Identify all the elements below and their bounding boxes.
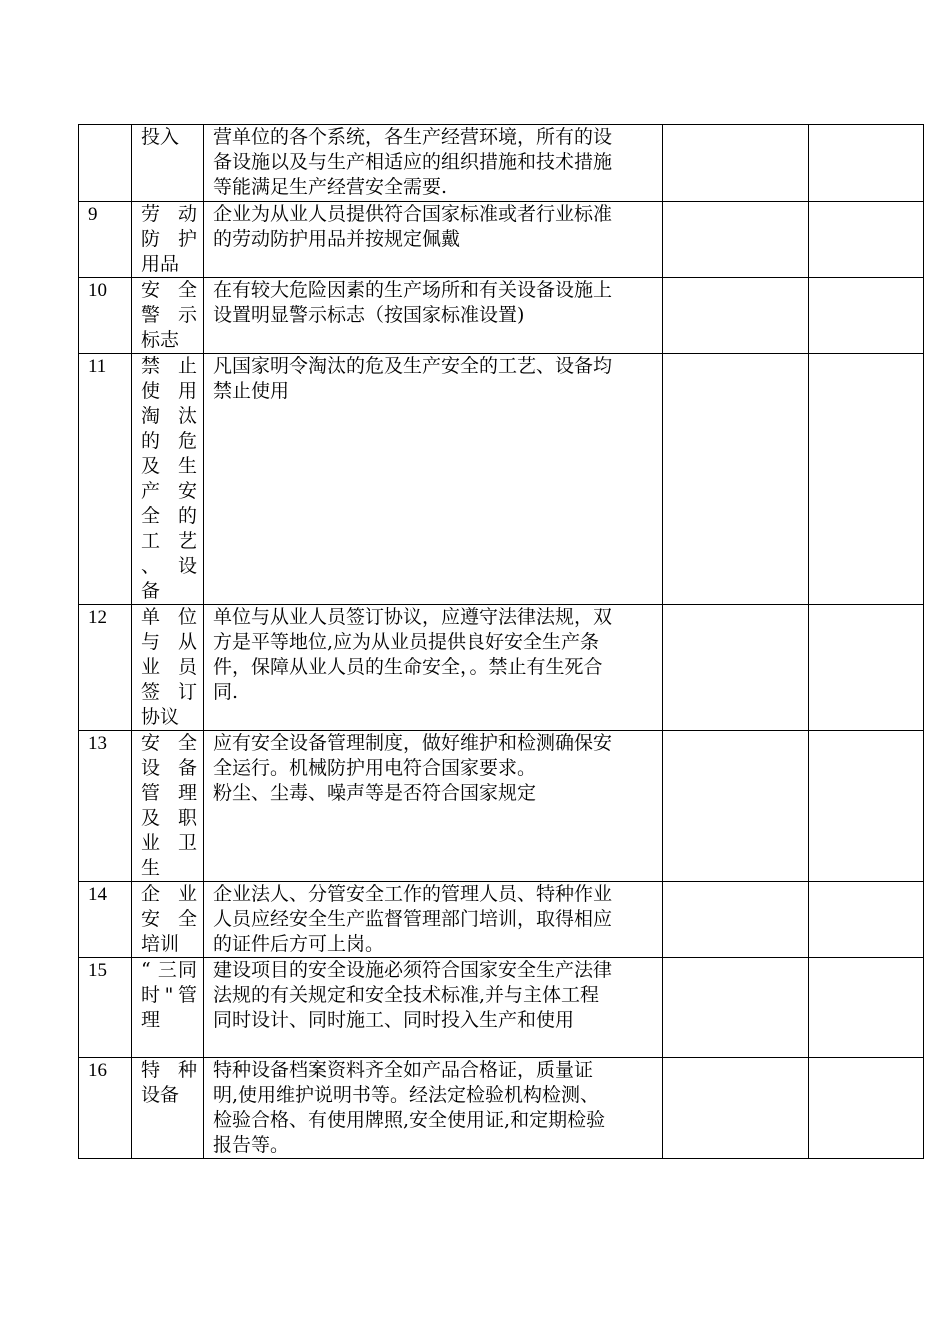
requirement-cell [204,1058,663,1159]
table-row [79,731,924,882]
row-number-cell [79,1058,132,1159]
item-name: 单 位与 从业 员签 订协议 [141,606,197,728]
row-number: 15 [88,960,107,981]
requirement-line: 方是平等地位,应为从业员提供良好安全生产条 [213,631,600,653]
result-cell [663,125,809,202]
requirement-line: 人员应经安全生产监督管理部门培训，取得相应 [213,908,613,930]
requirement-line: 特种设备档案资料齐全如产品合格证，质量证 [213,1059,594,1081]
requirement-line: 检验合格、有使用牌照,安全使用证,和定期检验 [213,1109,606,1131]
table-row [79,882,924,958]
result-cell [663,354,809,605]
requirement-cell [204,958,663,1058]
note-cell [809,125,924,202]
row-number-cell [79,731,132,882]
row-number: 11 [88,356,107,377]
table-row [79,605,924,731]
item-cell [132,354,204,605]
note-cell [809,278,924,354]
requirement-line: 明,使用维护说明书等。经法定检验机构检测、 [213,1084,600,1106]
item-name: 劳 动防 护用品 [141,203,197,275]
item-cell [132,278,204,354]
result-cell [663,1058,809,1159]
row-number-cell [79,605,132,731]
requirement-text [204,125,662,200]
table-row [79,278,924,354]
item-cell [132,958,204,1058]
requirement-line: 应有安全设备管理制度，做好维护和检测确保安 [213,732,613,754]
requirement-text [204,882,662,957]
requirement-line: 全运行。机械防护用电符合国家要求。 [213,757,537,779]
row-number: 14 [88,884,107,905]
result-cell [663,202,809,278]
result-cell [663,278,809,354]
requirement-text [204,354,662,404]
row-number-cell [79,278,132,354]
requirement-text [204,605,662,705]
row-number: 12 [88,607,107,628]
requirement-line: 备设施以及与生产相适应的组织措施和技术措施 [213,151,613,173]
note-cell [809,731,924,882]
requirement-line: 的证件后方可上岗。 [213,933,385,955]
result-cell [663,731,809,882]
table-row [79,1058,924,1159]
row-number-cell [79,125,132,202]
requirement-cell [204,125,663,202]
requirement-line: 件，保障从业人员的生命安全，。禁止有生死合 [213,656,603,678]
result-cell [663,958,809,1058]
result-cell [663,605,809,731]
requirement-cell [204,354,663,605]
note-cell [809,354,924,605]
requirement-cell [204,202,663,278]
row-number-cell [79,202,132,278]
note-cell [809,882,924,958]
item-name: 安 全警 示标志 [141,279,197,351]
row-number: 16 [88,1060,107,1081]
item-cell [132,202,204,278]
result-cell [663,882,809,958]
requirement-line: 粉尘、尘毒、噪声等是否符合国家规定 [213,782,537,804]
requirement-cell [204,731,663,882]
requirement-cell [204,882,663,958]
item-cell [132,1058,204,1159]
item-cell [132,731,204,882]
requirement-line: 法规的有关规定和安全技术标准,并与主体工程 [213,984,600,1006]
requirement-text [204,1058,662,1158]
requirement-line: 同. [213,681,239,703]
note-cell [809,202,924,278]
requirement-cell [204,278,663,354]
requirement-line: 禁止使用 [213,380,290,402]
requirement-line: 等能满足生产经营安全需要. [213,176,448,198]
note-cell [809,1058,924,1159]
row-number-cell [79,882,132,958]
table-row [79,125,924,202]
item-name: 特 种设备 [141,1059,197,1106]
item-name: 投入 [141,126,180,148]
table-row [79,202,924,278]
requirement-text [204,731,662,806]
requirement-line: 在有较大危险因素的生产场所和有关设备设施上 [213,279,613,301]
item-name: 安 全设 备管 理及 职业 卫生 [141,732,197,879]
requirement-line: 建设项目的安全设施必须符合国家安全生产法律 [213,959,613,981]
row-number-cell [79,354,132,605]
row-number-cell [79,958,132,1058]
requirement-line: 同时设计、同时施工、同时投入生产和使用 [213,1009,575,1031]
item-cell [132,882,204,958]
requirement-text [204,958,662,1033]
row-number: 9 [88,204,98,225]
requirement-line: 凡国家明令淘汰的危及生产安全的工艺、设备均 [213,355,613,377]
table-row [79,354,924,605]
requirement-line: 报告等。 [213,1134,290,1156]
row-number: 13 [88,733,107,754]
requirement-line: 设置明显警示标志（按国家标准设置) [213,304,525,326]
requirement-text [204,278,662,328]
checklist-body [79,125,924,1159]
requirement-line: 企业法人、分管安全工作的管理人员、特种作业 [213,883,613,905]
item-name: “ 三同时"管理 [141,959,197,1031]
requirement-line: 营单位的各个系统，各生产经营环境，所有的设 [213,126,613,148]
table-row [79,958,924,1058]
requirement-line: 单位与从业人员签订协议，应遵守法律法规，双 [213,606,613,628]
item-name: 企 业安 全培训 [141,883,197,955]
requirement-text [204,202,662,252]
row-number: 10 [88,280,107,301]
item-name: 禁 止使 用淘 汰的 危及 生产 安全 的工艺 、设备 [141,355,197,602]
item-cell [132,605,204,731]
requirement-line: 企业为从业人员提供符合国家标准或者行业标准 [213,203,613,225]
item-cell [132,125,204,202]
requirement-line: 的劳动防护用品并按规定佩戴 [213,228,461,250]
note-cell [809,958,924,1058]
safety-checklist-table [78,124,924,1159]
note-cell [809,605,924,731]
requirement-cell [204,605,663,731]
